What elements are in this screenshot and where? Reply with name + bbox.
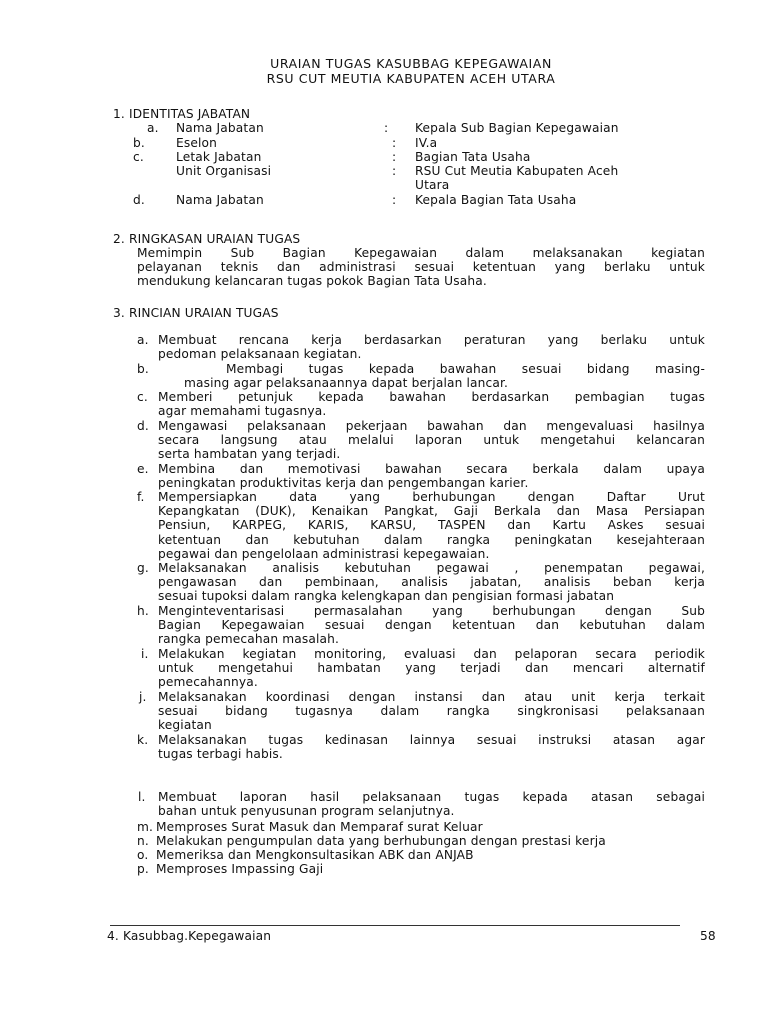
task-text-line: serta hambatan yang terjadi.: [158, 447, 341, 462]
task-text-line: Melakukan pengumpulan data yang berhubungan dengan prestasi kerja: [156, 834, 606, 848]
task-letter: f.: [137, 490, 145, 504]
task-text-line: Kepangkatan (DUK), Kenaikan Pangkat, Gaji Berkala dan Masa Persiapan: [158, 504, 705, 519]
identity-colon: :: [392, 136, 397, 150]
document-title-line-1: URAIAN TUGAS KASUBBAG KEPEGAWAIAN: [270, 56, 552, 71]
task-text-line: Memproses Surat Masuk dan Memparaf surat Keluar: [156, 820, 483, 834]
task-letter: b.: [137, 362, 149, 376]
task-letter: k.: [137, 733, 149, 747]
section-1-heading: 1. IDENTITAS JABATAN: [113, 107, 251, 121]
task-text-line: agar memahami tugasnya.: [158, 404, 327, 419]
task-letter: j.: [139, 690, 147, 704]
summary-line: Memimpin Sub Bagian Kepegawaian dalam melaksanakan kegiatan: [137, 246, 705, 260]
identity-label: Letak Jabatan: [176, 150, 262, 164]
identity-letter: b.: [133, 136, 145, 150]
task-text-line: peningkatan produktivitas kerja dan pengembangan karier.: [158, 476, 529, 491]
task-text-line: Membagi tugas kepada bawahan sesuai bidang masing-: [226, 362, 705, 376]
task-text-line: Menginteventarisasi permasalahan yang berhubungan dengan Sub: [158, 604, 705, 618]
task-letter: c.: [137, 390, 148, 404]
identity-colon: :: [384, 121, 389, 135]
identity-value: Kepala Sub Bagian Kepegawaian: [415, 121, 619, 135]
task-text-line: Memproses Impassing Gaji: [156, 862, 324, 876]
footer-divider: [110, 925, 680, 926]
task-text-line: sesuai bidang tugasnya dalam rangka singkronisasi pelaksanaan: [158, 704, 705, 719]
task-letter: n.: [137, 834, 149, 848]
identity-value: Bagian Tata Usaha: [415, 150, 531, 164]
task-text-line: rangka pemecahan masalah.: [158, 632, 340, 647]
task-text-line: Mengawasi pelaksanaan pekerjaan bawahan dan mengevaluasi hasilnya: [158, 419, 705, 433]
task-letter: o.: [137, 848, 149, 862]
identity-value: Kepala Bagian Tata Usaha: [415, 193, 577, 207]
task-text-line: sesuai tupoksi dalam rangka kelengkapan dan pengisian formasi jabatan: [158, 589, 615, 604]
identity-value: Utara: [415, 178, 450, 192]
task-text-line: pengawasan dan pembinaan, analisis jabatan, analisis beban kerja: [158, 575, 705, 590]
identity-colon: :: [392, 164, 397, 178]
identity-value: RSU Cut Meutia Kabupaten Aceh: [415, 164, 619, 178]
task-text-line: secara langsung atau melalui laporan untuk mengetahui kelancaran: [158, 433, 705, 448]
task-text-line: ketentuan dan kebutuhan dalam rangka peningkatan kesejahteraan: [158, 532, 705, 547]
task-text-line: pemecahannya.: [158, 675, 258, 690]
identity-colon: :: [392, 193, 397, 207]
task-text-line: Bagian Kepegawaian sesuai dengan ketentuan dan kebutuhan dalam: [158, 618, 705, 633]
task-text-line: Membuat laporan hasil pelaksanaan tugas kepada atasan sebagai: [158, 790, 705, 804]
identity-label: Unit Organisasi: [176, 164, 272, 178]
task-letter: m.: [137, 820, 154, 834]
identity-label: Nama Jabatan: [176, 193, 264, 207]
task-letter: d.: [137, 419, 149, 433]
task-letter: a.: [137, 333, 149, 347]
identity-label: Nama Jabatan: [176, 121, 264, 135]
task-letter: p.: [137, 862, 149, 876]
summary-line: mendukung kelancaran tugas pokok Bagian Tata Usaha.: [137, 274, 487, 288]
identity-colon: :: [392, 150, 397, 164]
task-text-line: masing agar pelaksanaannya dapat berjalan lancar.: [184, 376, 509, 391]
task-text-line: kegiatan: [158, 718, 212, 733]
identity-value: IV.a: [415, 136, 438, 150]
identity-letter: c.: [133, 150, 144, 164]
document-title-line-2: RSU CUT MEUTIA KABUPATEN ACEH UTARA: [266, 71, 556, 86]
task-text-line: untuk mengetahui hambatan yang terjadi dan mencari alternatif: [158, 661, 705, 676]
task-text-line: bahan untuk penyusunan program selanjutnya.: [158, 804, 455, 819]
task-text-line: Melaksanakan koordinasi dengan instansi dan atau unit kerja terkait: [158, 690, 705, 704]
task-text-line: Melaksanakan tugas kedinasan lainnya sesuai instruksi atasan agar: [158, 733, 705, 747]
task-text-line: Mempersiapkan data yang berhubungan dengan Daftar Urut: [158, 490, 705, 504]
task-text-line: Membina dan memotivasi bawahan secara berkala dalam upaya: [158, 462, 705, 476]
page-number: 58: [700, 929, 716, 943]
task-letter: e.: [137, 462, 149, 476]
section-2-heading: 2. RINGKASAN URAIAN TUGAS: [113, 232, 301, 246]
identity-label: Eselon: [176, 136, 218, 150]
footer-label: 4. Kasubbag.Kepegawaian: [107, 929, 272, 943]
task-text-line: tugas terbagi habis.: [158, 747, 283, 762]
task-letter: g.: [137, 561, 149, 575]
identity-letter: d.: [133, 193, 145, 207]
identity-letter: a.: [147, 121, 159, 135]
task-text-line: Melaksanakan analisis kebutuhan pegawai , penempatan pegawai,: [158, 561, 705, 575]
summary-line: pelayanan teknis dan administrasi sesuai ketentuan yang berlaku untuk: [137, 260, 705, 274]
task-text-line: Memberi petunjuk kepada bawahan berdasarkan pembagian tugas: [158, 390, 705, 404]
task-letter: l.: [138, 790, 146, 804]
task-text-line: Pensiun, KARPEG, KARIS, KARSU, TASPEN dan Kartu Askes sesuai: [158, 518, 705, 533]
task-text-line: pedoman pelaksanaan kegiatan.: [158, 347, 362, 362]
task-text-line: pegawai dan pengelolaan administrasi kepegawaian.: [158, 546, 490, 561]
task-text-line: Melakukan kegiatan monitoring, evaluasi dan pelaporan secara periodik: [158, 647, 705, 661]
task-letter: h.: [137, 604, 149, 618]
task-text-line: Memeriksa dan Mengkonsultasikan ABK dan ANJAB: [156, 848, 474, 862]
task-letter: i.: [141, 647, 149, 661]
task-text-line: Membuat rencana kerja berdasarkan peraturan yang berlaku untuk: [158, 333, 705, 347]
section-3-heading: 3. RINCIAN URAIAN TUGAS: [113, 306, 279, 320]
